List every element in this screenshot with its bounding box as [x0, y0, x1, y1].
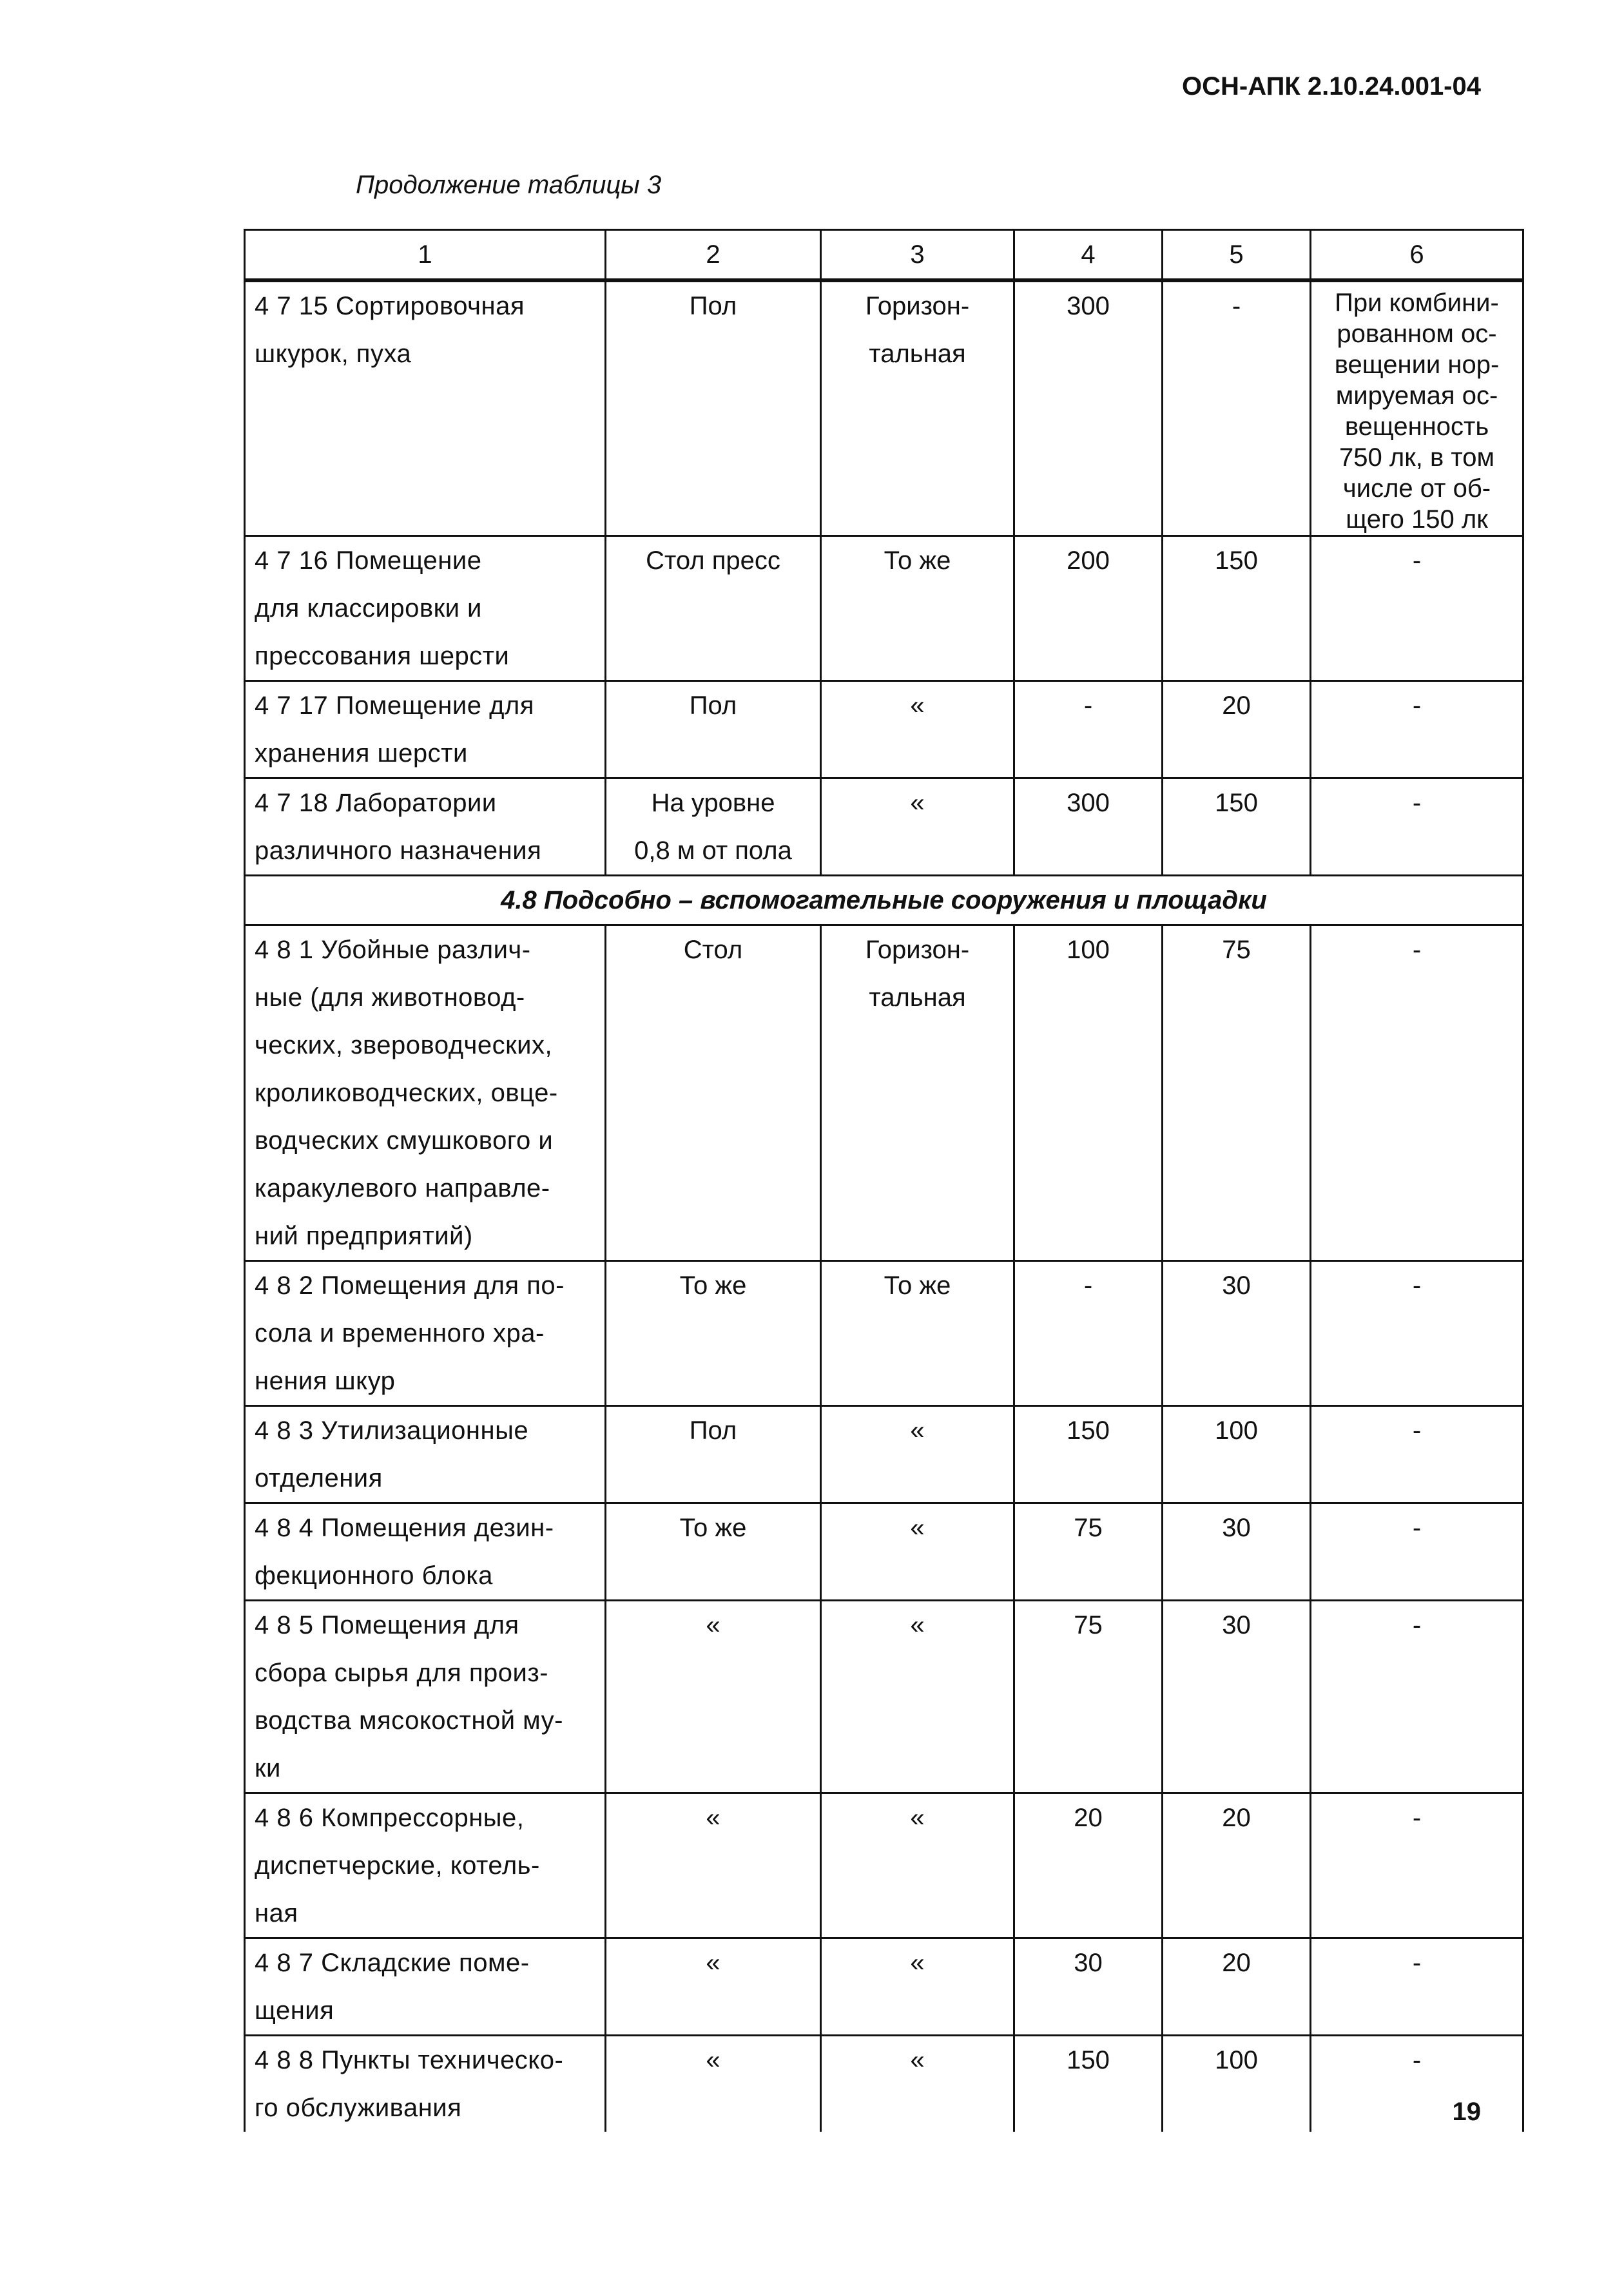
- section-title: 4.8 Подсобно – вспомогательные сооружения и площадки: [245, 876, 1523, 925]
- table-cell-col2: «: [606, 1938, 821, 2036]
- table-cell-col5: 100: [1163, 2036, 1311, 2132]
- table-cell-col6: -: [1311, 1503, 1523, 1601]
- table-caption: Продолжение таблицы 3: [356, 171, 662, 199]
- table-cell-col5: 100: [1163, 1406, 1311, 1503]
- table-cell-col3: Горизон- тальная: [821, 280, 1014, 536]
- table-cell-col5: 150: [1163, 778, 1311, 876]
- table-cell-col1: 4 8 2 Помещения для по- сола и временного хра- нения шкур: [245, 1261, 606, 1406]
- table-cell-col1: 4 7 17 Помещение для хранения шерсти: [245, 681, 606, 778]
- table-cell-col4: 75: [1014, 1503, 1163, 1601]
- table-cell-col1: 4 8 8 Пункты техническо- го обслуживания: [245, 2036, 606, 2132]
- table-row: [245, 2036, 1523, 2132]
- table-cell-col5: 30: [1163, 1261, 1311, 1406]
- table-cell-col2: Пол: [606, 280, 821, 536]
- table-cell-col1: 4 8 5 Помещения для сбора сырья для произ- водства мясокостной му- ки: [245, 1601, 606, 1793]
- table-cell-col2: «: [606, 1601, 821, 1793]
- table-cell-col3: «: [821, 681, 1014, 778]
- column-header: 2: [606, 230, 821, 281]
- table-cell-col1: 4 7 15 Сортировочная шкурок, пуха: [245, 280, 606, 536]
- table-cell-col2: «: [606, 2036, 821, 2132]
- table-cell-col1: 4 8 7 Складские поме- щения: [245, 1938, 606, 2036]
- table-cell-col3: «: [821, 778, 1014, 876]
- table-row: [245, 1503, 1523, 1601]
- table-cell-col1: 4 8 6 Компрессорные, диспетчерские, котель- ная: [245, 1793, 606, 1938]
- table-cell-col6: -: [1311, 1601, 1523, 1793]
- table-cell-col6: -: [1311, 536, 1523, 681]
- table-row: [245, 280, 1523, 536]
- table-cell-col1: 4 7 18 Лаборатории различного назначения: [245, 778, 606, 876]
- table-cell-col5: 75: [1163, 925, 1311, 1261]
- table-row: [245, 1938, 1523, 2036]
- table-cell-col3: «: [821, 1406, 1014, 1503]
- table-cell-col5: 30: [1163, 1503, 1311, 1601]
- table-cell-col3: «: [821, 1938, 1014, 2036]
- table-cell-col3: То же: [821, 536, 1014, 681]
- table-cell-col4: -: [1014, 1261, 1163, 1406]
- table-cell-col3: «: [821, 1503, 1014, 1601]
- column-header: 5: [1163, 230, 1311, 281]
- table-cell-col1: 4 8 4 Помещения дезин- фекционного блока: [245, 1503, 606, 1601]
- document-code: ОСН-АПК 2.10.24.001-04: [1182, 72, 1481, 101]
- table-row: [245, 536, 1523, 681]
- table-cell-col5: 20: [1163, 1793, 1311, 1938]
- table-cell-col2: Стол пресс: [606, 536, 821, 681]
- column-header: 1: [245, 230, 606, 281]
- table-cell-col5: 20: [1163, 1938, 1311, 2036]
- table-cell-col2: То же: [606, 1261, 821, 1406]
- table-cell-col4: 30: [1014, 1938, 1163, 2036]
- section-row: [245, 876, 1523, 925]
- table-cell-col6: -: [1311, 2036, 1523, 2132]
- table-cell-col6: -: [1311, 1406, 1523, 1503]
- table-cell-col4: -: [1014, 681, 1163, 778]
- table-cell-col3: Горизон- тальная: [821, 925, 1014, 1261]
- header-row: [245, 230, 1523, 281]
- table-cell-col2: Пол: [606, 681, 821, 778]
- table-cell-col6: При комбини- рованном ос- вещении нор- мируемая ос- вещенность 750 лк, в том числе от об- щего 150 лк: [1311, 280, 1523, 536]
- table-cell-col4: 300: [1014, 280, 1163, 536]
- table-cell-col2: Стол: [606, 925, 821, 1261]
- table-cell-col4: 200: [1014, 536, 1163, 681]
- table-cell-col4: 150: [1014, 1406, 1163, 1503]
- table-cell-col5: 20: [1163, 681, 1311, 778]
- table-row: [245, 1261, 1523, 1406]
- table-cell-col4: 20: [1014, 1793, 1163, 1938]
- table-cell-col5: -: [1163, 280, 1311, 536]
- table-cell-col2: На уровне 0,8 м от пола: [606, 778, 821, 876]
- table-cell-col6: -: [1311, 1938, 1523, 2036]
- column-header: 3: [821, 230, 1014, 281]
- table-cell-col5: 30: [1163, 1601, 1311, 1793]
- table-cell-col6: -: [1311, 1793, 1523, 1938]
- table-cell-col3: «: [821, 1601, 1014, 1793]
- table-cell-col2: «: [606, 1793, 821, 1938]
- page-number: 19: [1452, 2098, 1481, 2126]
- table-row: [245, 1601, 1523, 1793]
- table-cell-col5: 150: [1163, 536, 1311, 681]
- table-cell-col6: -: [1311, 681, 1523, 778]
- table-cell-col4: 150: [1014, 2036, 1163, 2132]
- column-header: 4: [1014, 230, 1163, 281]
- table-row: [245, 681, 1523, 778]
- table-cell-col6: -: [1311, 1261, 1523, 1406]
- table-cell-col6: -: [1311, 925, 1523, 1261]
- table-cell-col1: 4 8 3 Утилизационные отделения: [245, 1406, 606, 1503]
- table-cell-col1: 4 8 1 Убойные различ- ные (для животновод- ческих, звероводческих, кролиководческих, овце- водческих смушкового и каракулевого направле- ний предприятий): [245, 925, 606, 1261]
- table-cell-col3: То же: [821, 1261, 1014, 1406]
- table-cell-col2: То же: [606, 1503, 821, 1601]
- table-cell-col4: 300: [1014, 778, 1163, 876]
- table-row: [245, 1406, 1523, 1503]
- table-row: [245, 778, 1523, 876]
- table-row: [245, 925, 1523, 1261]
- lighting-norms-table: [244, 229, 1524, 2132]
- table-cell-col4: 100: [1014, 925, 1163, 1261]
- table-cell-col1: 4 7 16 Помещение для классировки и прессования шерсти: [245, 536, 606, 681]
- table-cell-col3: «: [821, 1793, 1014, 1938]
- table-cell-col3: «: [821, 2036, 1014, 2132]
- table-cell-col6: -: [1311, 778, 1523, 876]
- table-row: [245, 1793, 1523, 1938]
- column-header: 6: [1311, 230, 1523, 281]
- table-cell-col4: 75: [1014, 1601, 1163, 1793]
- table-cell-col2: Пол: [606, 1406, 821, 1503]
